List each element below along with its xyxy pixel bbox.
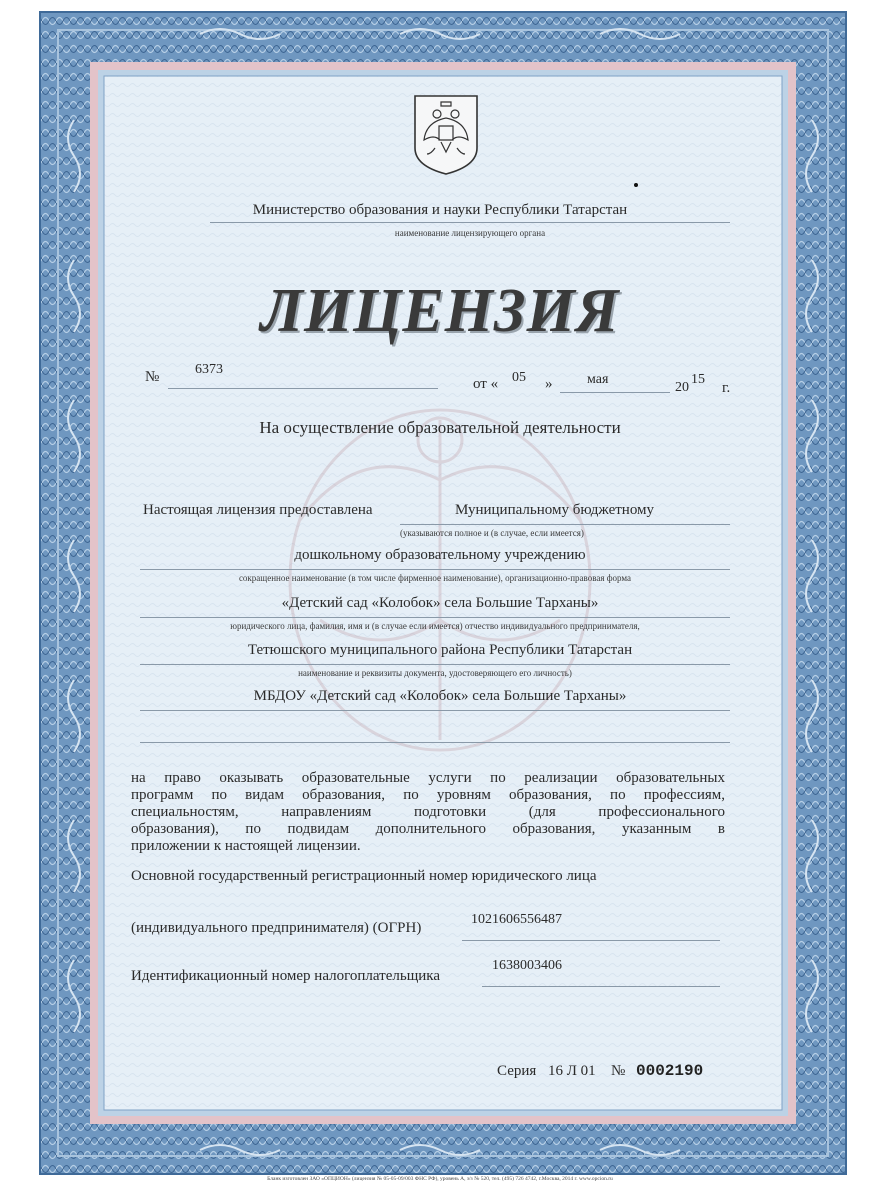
rights-line: приложении к настоящей лицензии. — [131, 838, 361, 854]
underline — [140, 664, 730, 665]
underline — [140, 569, 730, 570]
series-value: 16 Л 01 — [548, 1063, 596, 1079]
series-number: 0002190 — [636, 1062, 704, 1080]
rights-line: на право оказывать образовательные услуги по реализации образовательных — [131, 770, 725, 786]
date-day-close: » — [545, 376, 553, 392]
date-prefix: от « — [473, 376, 499, 392]
underline — [210, 222, 730, 223]
license-day: 05 — [512, 370, 526, 385]
printer-footer: Бланк изготовлен ЗАО «ОПЦИОН» (лицензия № 05-05-09/003 ФНС РФ), уровень А, з/з № 520, тел. (495) 726 4742, г.Москва, 2014 г. www.opcion.ru — [267, 1176, 613, 1182]
license-year-suffix: 15 — [691, 372, 705, 387]
ogrn-value: 1021606556487 — [471, 912, 562, 927]
licensee-caption-3: юридического лица, фамилия, имя и (в случае если имеется) отчество индивидуального предпринимателя, — [230, 621, 640, 631]
underline — [462, 940, 720, 941]
underline — [140, 617, 730, 618]
licensee-caption-4: наименование и реквизиты документа, удостоверяющего его личность) — [298, 668, 572, 678]
underline — [482, 986, 720, 987]
license-number: 6373 — [195, 362, 223, 377]
rights-paragraph — [131, 770, 725, 855]
rights-line: специальностям, направлениям подготовки (для профессионального — [131, 804, 725, 820]
document-title: ЛИЦЕНЗИЯ — [260, 277, 620, 345]
licensee-line-2: дошкольному образовательному учреждению — [294, 547, 586, 563]
licensee-line-5: МБДОУ «Детский сад «Колобок» села Большие Тарханы» — [253, 688, 627, 704]
underline — [560, 392, 670, 393]
ogrn-label-1: Основной государственный регистрационный номер юридического лица — [131, 868, 597, 884]
underline — [140, 710, 730, 711]
number-prefix: № — [145, 369, 160, 385]
underline — [400, 524, 730, 525]
inn-label: Идентификационный номер налогоплательщика — [131, 968, 441, 984]
license-month: мая — [587, 372, 609, 387]
underline — [140, 742, 730, 743]
license-subtitle: На осуществление образовательной деятельности — [259, 418, 621, 437]
series-label: Серия — [497, 1063, 537, 1079]
rights-line: образования), по подвидам дополнительного образования, указанным в — [131, 821, 725, 837]
license-year-prefix: 20 — [675, 380, 689, 395]
coat-of-arms-icon — [411, 92, 481, 176]
ink-dot — [634, 183, 638, 187]
series-number-prefix: № — [611, 1063, 626, 1079]
year-unit: г. — [722, 380, 731, 396]
inn-value: 1638003406 — [492, 958, 562, 973]
underline — [168, 388, 438, 389]
rights-line: программ по видам образования, по уровням образования, по профессиям, — [131, 787, 725, 803]
licensee-caption-2: сокращенное наименование (в том числе фирменное наименование), организационно-правовая форма — [238, 573, 632, 583]
licensee-intro: Настоящая лицензия предоставлена — [143, 502, 373, 518]
licensee-line-4: Тетюшского муниципального района Республики Татарстан — [247, 642, 633, 658]
licensee-line-3: «Детский сад «Колобок» села Большие Тарханы» — [281, 595, 599, 611]
licensee-line-1: Муниципальному бюджетному — [455, 502, 655, 518]
ogrn-label-2: (индивидуального предпринимателя) (ОГРН) — [131, 920, 422, 936]
licensee-caption-1: (указываются полное и (в случае, если имеется) — [400, 528, 584, 538]
authority-caption: наименование лицензирующего органа — [394, 228, 546, 238]
licensing-authority: Министерство образования и науки Республики Татарстан — [252, 202, 628, 218]
